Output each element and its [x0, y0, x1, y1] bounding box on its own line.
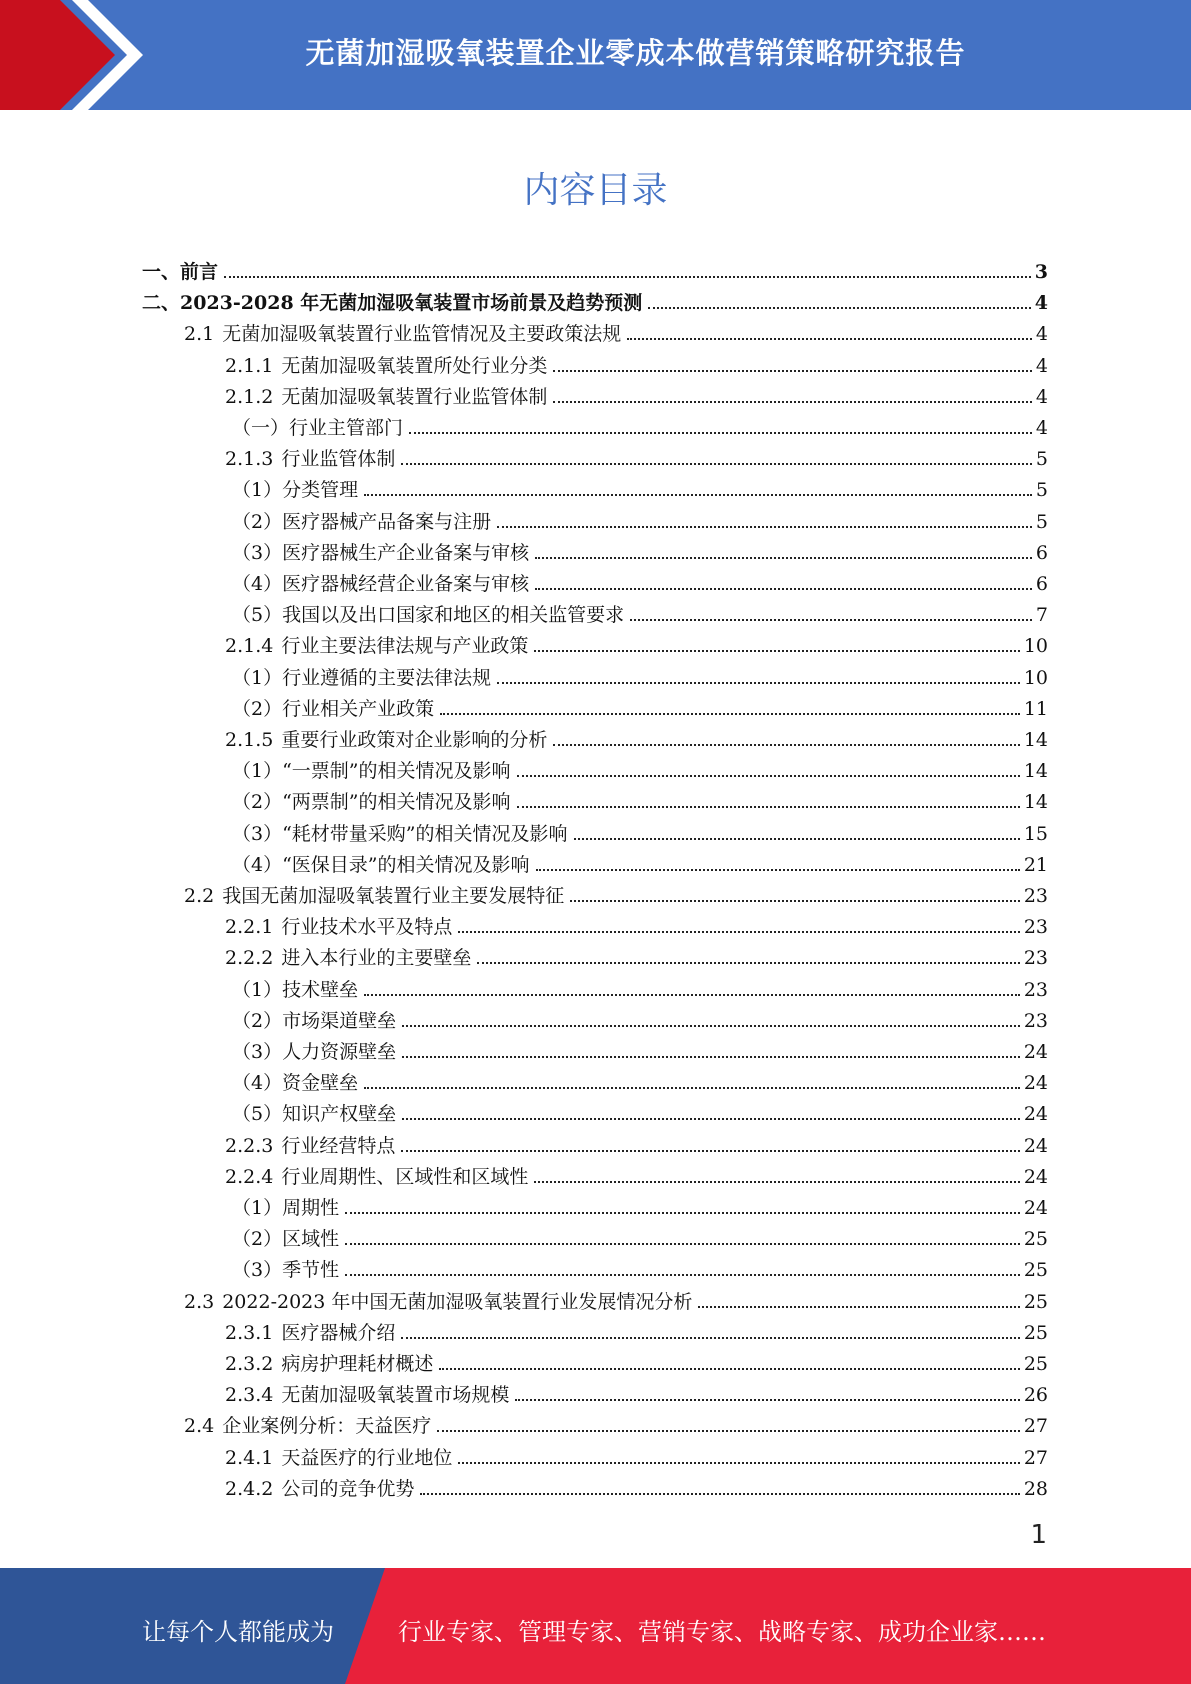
toc-entry-number: 二、: [142, 292, 181, 314]
toc-entry-label: （2）市场渠道壁垒: [232, 1010, 397, 1032]
toc-entry-page: 24: [1023, 1135, 1048, 1157]
toc-entry[interactable]: [142, 253, 1048, 284]
toc-leader-dots: [630, 619, 1032, 621]
toc-leader-dots: [401, 463, 1032, 465]
toc-entry-number: 2.1.4: [225, 635, 274, 657]
toc-leader-dots: [402, 1025, 1020, 1027]
toc-entry-label: （4）资金壁垒: [232, 1072, 359, 1094]
toc-leader-dots: [535, 557, 1032, 559]
toc-leader-dots: [648, 307, 1030, 309]
toc-entry[interactable]: [232, 1064, 1048, 1095]
toc-entry-label: 无菌加湿吸氧装置市场规模: [281, 1384, 510, 1406]
toc-entry-label: （2）区域性: [232, 1228, 340, 1250]
toc-entry-page: 24: [1023, 1103, 1048, 1125]
toc-entry-page: 27: [1023, 1415, 1048, 1437]
toc-leader-dots: [497, 526, 1032, 528]
toc-leader-dots: [553, 744, 1019, 746]
toc-entry[interactable]: [184, 315, 1048, 346]
toc-entry-page: 24: [1023, 1197, 1048, 1219]
toc-entry-label: （1）“一票制”的相关情况及影响: [232, 760, 511, 782]
toc-entry-label: （5）我国以及出口国家和地区的相关监管要求: [232, 604, 625, 626]
toc-leader-dots: [345, 1243, 1020, 1245]
toc-leader-dots: [515, 1399, 1019, 1401]
toc-entry-number: 2.3.1: [225, 1322, 274, 1344]
toc-leader-dots: [364, 1087, 1020, 1089]
toc-entry[interactable]: [232, 815, 1048, 846]
toc-entry-label: （2）行业相关产业政策: [232, 698, 435, 720]
toc-entry-number: 2.2.4: [225, 1166, 274, 1188]
toc-entry[interactable]: [142, 284, 1048, 315]
toc-leader-dots: [402, 1056, 1020, 1058]
toc-entry[interactable]: [184, 877, 1048, 908]
toc-entry-page: 4: [1034, 292, 1048, 314]
toc-entry-page: 28: [1023, 1478, 1048, 1500]
toc-entry-label: 行业主要法律法规与产业政策: [281, 635, 529, 657]
toc-entry-page: 24: [1023, 1072, 1048, 1094]
toc-entry-page: 23: [1023, 979, 1048, 1001]
toc-entry[interactable]: [232, 1220, 1048, 1251]
toc-entry-label: （3）医疗器械生产企业备案与审核: [232, 542, 530, 564]
toc-entry-number: 2.4: [184, 1415, 215, 1437]
toc-leader-dots: [409, 432, 1032, 434]
toc-leader-dots: [535, 588, 1032, 590]
toc-entry[interactable]: [184, 1283, 1048, 1314]
toc-leader-dots: [497, 682, 1020, 684]
toc-entry-label: （4）医疗器械经营企业备案与审核: [232, 573, 530, 595]
toc-entry[interactable]: [232, 690, 1048, 721]
toc-entry-label: （3）季节性: [232, 1259, 340, 1281]
toc-entry-label: 2022-2023 年中国无菌加湿吸氧装置行业发展情况分析: [222, 1291, 693, 1313]
toc-leader-dots: [439, 1368, 1019, 1370]
toc-title: 内容目录: [523, 170, 668, 211]
toc-entry-page: 5: [1035, 448, 1048, 470]
toc-entry-page: 5: [1035, 511, 1048, 533]
toc-entry-page: 6: [1035, 542, 1048, 564]
toc-entry-page: 10: [1023, 635, 1048, 657]
toc-leader-dots: [553, 401, 1032, 403]
toc-entry-number: 2.1.2: [225, 386, 274, 408]
toc-leader-dots: [517, 806, 1020, 808]
toc-leader-dots: [437, 1430, 1020, 1432]
toc-entry-label: 无菌加湿吸氧装置行业监管体制: [281, 386, 548, 408]
toc-leader-dots: [534, 650, 1019, 652]
toc-entry[interactable]: [225, 1376, 1048, 1407]
toc-entry[interactable]: [232, 503, 1048, 534]
toc-entry[interactable]: [225, 1314, 1048, 1345]
toc-entry-number: 2.3.4: [225, 1384, 274, 1406]
toc-entry-label: （1）分类管理: [232, 479, 359, 501]
toc-entry[interactable]: [225, 721, 1048, 752]
report-title: 无菌加湿吸氧装置企业零成本做营销策略研究报告: [305, 36, 966, 70]
toc-entry-number: 2.1.5: [225, 729, 274, 751]
toc-entry[interactable]: [225, 347, 1048, 378]
toc-entry-number: 2.4.2: [225, 1478, 274, 1500]
toc-entry-label: 企业案例分析：天益医疗: [222, 1415, 432, 1437]
toc-entry-page: 26: [1023, 1384, 1048, 1406]
toc-entry-number: 一、: [142, 261, 181, 283]
toc-entry-label: 前言: [180, 261, 219, 283]
toc-entry-label: 行业周期性、区域性和区域性: [281, 1166, 529, 1188]
toc-leader-dots: [224, 276, 1031, 278]
toc-entry[interactable]: [232, 846, 1048, 877]
toc-entry-label: （5）知识产权壁垒: [232, 1103, 397, 1125]
toc-entry[interactable]: [225, 378, 1048, 409]
toc-entry-page: 27: [1023, 1447, 1048, 1469]
toc-leader-dots: [458, 931, 1019, 933]
toc-leader-dots: [401, 1150, 1019, 1152]
toc-entry[interactable]: [232, 783, 1048, 814]
toc-entry-page: 4: [1035, 355, 1048, 377]
toc-leader-dots: [698, 1306, 1019, 1308]
toc-entry[interactable]: [232, 1189, 1048, 1220]
toc-entry-page: 11: [1023, 698, 1048, 720]
toc-entry-label: （1）行业遵循的主要法律法规: [232, 667, 492, 689]
toc-entry-page: 4: [1035, 323, 1048, 345]
toc-leader-dots: [536, 869, 1020, 871]
toc-leader-dots: [402, 1118, 1020, 1120]
toc-entry-page: 24: [1023, 1041, 1048, 1063]
toc-entry-number: 2.1.1: [225, 355, 274, 377]
toc-entry-page: 4: [1035, 417, 1048, 439]
toc-entry[interactable]: [225, 908, 1048, 939]
toc-entry-label: （3）“耗材带量采购”的相关情况及影响: [232, 823, 568, 845]
toc-entry[interactable]: [225, 1158, 1048, 1189]
footer-slogan-left: 让每个人都能成为: [142, 1618, 334, 1646]
toc-entry-page: 23: [1023, 947, 1048, 969]
toc-entry-label: （4）“医保目录”的相关情况及影响: [232, 854, 530, 876]
toc-entry-page: 14: [1023, 729, 1048, 751]
toc-entry-number: 2.2.1: [225, 916, 274, 938]
toc-entry-label: 行业经营特点: [281, 1135, 396, 1157]
toc-entry-label: 行业技术水平及特点: [281, 916, 453, 938]
toc-entry[interactable]: [225, 1439, 1048, 1470]
toc-entry-label: 医疗器械介绍: [281, 1322, 396, 1344]
toc-entry-page: 10: [1023, 667, 1048, 689]
toc-entry-number: 2.1: [184, 323, 215, 345]
toc-entry[interactable]: [225, 627, 1048, 658]
toc-entry-number: 2.2.3: [225, 1135, 274, 1157]
toc-entry-number: 2.3: [184, 1291, 215, 1313]
toc-entry-page: 25: [1023, 1259, 1048, 1281]
toc-entry-number: 2.2.2: [225, 947, 274, 969]
header-red-chevron: [0, 0, 150, 110]
toc-leader-dots: [627, 338, 1032, 340]
toc-entry[interactable]: [232, 409, 1048, 440]
toc-entry-label: 无菌加湿吸氧装置行业监管情况及主要政策法规: [222, 323, 622, 345]
toc-entry-page: 3: [1034, 261, 1048, 283]
footer-slogan-right: 行业专家、管理专家、营销专家、战略专家、成功企业家……: [398, 1618, 1046, 1646]
toc-entry-label: （2）医疗器械产品备案与注册: [232, 511, 492, 533]
toc-entry-page: 15: [1023, 823, 1048, 845]
toc-entry-page: 25: [1023, 1291, 1048, 1313]
toc-entry[interactable]: [232, 471, 1048, 502]
toc-entry-page: 4: [1035, 386, 1048, 408]
toc-entry[interactable]: [225, 1470, 1048, 1501]
toc-entry-page: 21: [1023, 854, 1048, 876]
toc-entry-number: 2.1.3: [225, 448, 274, 470]
toc-entry-label: 公司的竞争优势: [281, 1478, 415, 1500]
toc-entry-page: 23: [1023, 1010, 1048, 1032]
toc-entry[interactable]: [232, 971, 1048, 1002]
toc-entry-number: 2.4.1: [225, 1447, 274, 1469]
toc-entry[interactable]: [225, 1345, 1048, 1376]
toc-entry-page: 25: [1023, 1353, 1048, 1375]
toc-entry-label: （2）“两票制”的相关情况及影响: [232, 791, 511, 813]
toc-entry-label: 我国无菌加湿吸氧装置行业主要发展特征: [222, 885, 565, 907]
toc-leader-dots: [458, 1462, 1019, 1464]
toc-leader-dots: [420, 1493, 1019, 1495]
toc-leader-dots: [440, 713, 1020, 715]
toc-entry-label: （一）行业主管部门: [232, 417, 404, 439]
toc-entry-label: 重要行业政策对企业影响的分析: [281, 729, 548, 751]
toc-entry[interactable]: [225, 440, 1048, 471]
toc-entry-number: 2.3.2: [225, 1353, 274, 1375]
toc-entry-page: 25: [1023, 1228, 1048, 1250]
toc-leader-dots: [534, 1181, 1019, 1183]
toc-entry[interactable]: [225, 939, 1048, 970]
toc-entry-page: 23: [1023, 885, 1048, 907]
toc-entry[interactable]: [232, 565, 1048, 596]
toc-entry-number: 2.2: [184, 885, 215, 907]
toc-leader-dots: [574, 838, 1020, 840]
toc-entry-label: 进入本行业的主要壁垒: [281, 947, 472, 969]
toc-entry-label: 天益医疗的行业地位: [281, 1447, 453, 1469]
toc-entry-label: （1）技术壁垒: [232, 979, 359, 1001]
toc-entry-label: 无菌加湿吸氧装置所处行业分类: [281, 355, 548, 377]
toc-leader-dots: [345, 1274, 1020, 1276]
toc-entry[interactable]: [232, 1033, 1048, 1064]
toc-leader-dots: [553, 370, 1032, 372]
toc-entry-page: 23: [1023, 916, 1048, 938]
toc-leader-dots: [401, 1337, 1019, 1339]
toc-leader-dots: [477, 962, 1019, 964]
toc-leader-dots: [345, 1212, 1020, 1214]
toc-entry-label: （1）周期性: [232, 1197, 340, 1219]
toc-entry[interactable]: [232, 1251, 1048, 1282]
toc-entry[interactable]: [232, 752, 1048, 783]
toc-entry-page: 5: [1035, 479, 1048, 501]
toc-entry[interactable]: [225, 1127, 1048, 1158]
page-number: 1: [1030, 1520, 1047, 1550]
toc-entry[interactable]: [232, 1002, 1048, 1033]
toc-entry[interactable]: [232, 659, 1048, 690]
toc-entry-label: 病房护理耗材概述: [281, 1353, 434, 1375]
toc-entry-page: 25: [1023, 1322, 1048, 1344]
toc-entry-label: （3）人力资源壁垒: [232, 1041, 397, 1063]
toc-entry[interactable]: [232, 534, 1048, 565]
toc-entry[interactable]: [232, 1095, 1048, 1126]
toc-leader-dots: [517, 775, 1020, 777]
toc-entry-label: 2023-2028 年无菌加湿吸氧装置市场前景及趋势预测: [180, 292, 643, 314]
toc-entry-page: 14: [1023, 760, 1048, 782]
toc-entry[interactable]: [232, 596, 1048, 627]
toc-leader-dots: [364, 994, 1020, 996]
toc-leader-dots: [570, 900, 1020, 902]
toc-entry-page: 14: [1023, 791, 1048, 813]
toc-entry-page: 7: [1035, 604, 1048, 626]
toc-leader-dots: [364, 494, 1032, 496]
toc-entry[interactable]: [184, 1407, 1048, 1438]
toc-entry-page: 24: [1023, 1166, 1048, 1188]
toc-entry-label: 行业监管体制: [281, 448, 396, 470]
toc-entry-page: 6: [1035, 573, 1048, 595]
